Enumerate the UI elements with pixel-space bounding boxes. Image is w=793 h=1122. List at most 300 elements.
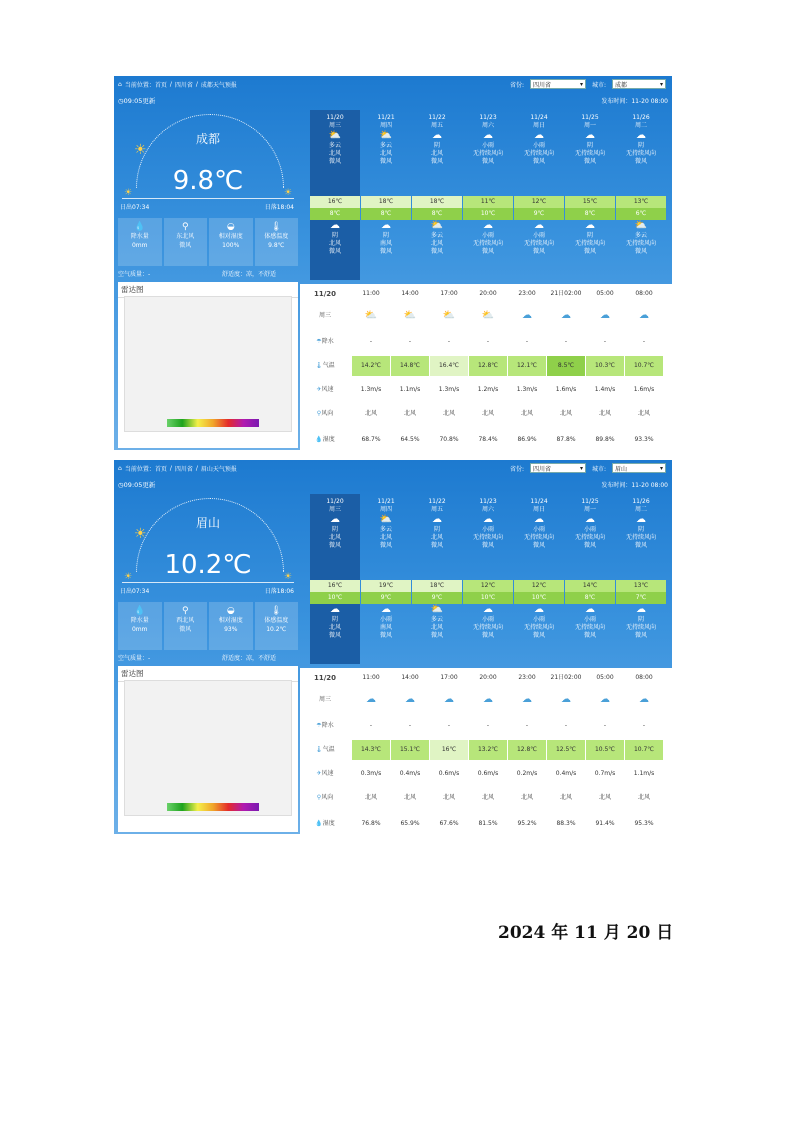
update-time: [118, 96, 155, 105]
rain-icon: ☂: [316, 722, 322, 729]
hourly-cell: -: [642, 722, 646, 729]
hourly-time-row: [300, 284, 672, 304]
night-wind: 无持续风向: [523, 624, 554, 631]
night-weather: 小雨: [481, 232, 494, 239]
hourly-row-label: [300, 430, 350, 450]
forecast-day[interactable]: [463, 494, 513, 664]
province-select[interactable]: [530, 79, 586, 89]
update-time-text: 09:05更新: [123, 481, 156, 489]
hourly-cell: -: [486, 338, 490, 345]
weather-icon: ☁: [636, 130, 646, 141]
location-selectors: [510, 463, 666, 473]
hourly-cell: 16.4℃: [430, 356, 468, 376]
hourly-cell: 17:00: [440, 674, 458, 681]
stat-label: 降水量: [130, 233, 149, 240]
hourly-cell: -: [486, 722, 490, 729]
hourly-label-text: 湿度: [322, 436, 335, 443]
night-wind: 南风: [379, 240, 392, 247]
partly-cloudy-icon: [391, 306, 429, 327]
hourly-cell: 15.1℃: [391, 740, 429, 760]
stat-value: 微风: [179, 242, 192, 249]
forecast-wind: 无持续风向: [625, 534, 656, 541]
weather-icon: ☁: [330, 604, 340, 615]
chevron-down-icon: ▾: [579, 80, 583, 88]
comfort-index: 舒适度：凉，不舒适: [222, 271, 277, 278]
rain-icon: ☂: [316, 338, 322, 345]
hourly-cell: 10.7℃: [625, 356, 663, 376]
forecast-wind: 北风: [430, 150, 443, 157]
night-wind-level: 微风: [430, 248, 443, 255]
hourly-cell: 21日02:00: [550, 290, 582, 297]
hourly-cell: -: [525, 722, 529, 729]
weather-icon: ⛅: [430, 604, 444, 615]
hourly-cell: 北风: [637, 794, 650, 801]
hourly-cell: 87.8%: [556, 436, 576, 443]
breadcrumb-province[interactable]: 四川省: [174, 82, 193, 89]
hourly-cell: 1.1m/s: [633, 770, 655, 777]
publish-time: 发布时间：11-20 08:00: [601, 98, 668, 105]
forecast-high: 18℃: [412, 196, 462, 208]
hourly-dir-row: [300, 788, 672, 808]
stat-label: 相对湿度: [218, 233, 243, 240]
daily-forecast: [310, 494, 666, 664]
hourly-cell: 北风: [637, 410, 650, 417]
thermometer-icon: 🌡: [315, 362, 323, 369]
humidity-icon: 💧: [315, 820, 323, 827]
forecast-weather: 小雨: [532, 526, 545, 533]
night-wind-level: 微风: [430, 632, 443, 639]
hourly-cell: 76.8%: [361, 820, 381, 827]
radar-panel: [118, 666, 298, 832]
night-forecast: [514, 220, 564, 256]
night-wind-level: 微风: [379, 248, 392, 255]
hourly-rain-row: [300, 332, 672, 352]
hourly-cell: 北风: [598, 794, 611, 801]
hourly-label-text: 风向: [321, 794, 334, 801]
forecast-low: 8℃: [565, 208, 615, 220]
weather-glyph: ☁: [522, 310, 532, 321]
night-wind: 北风: [328, 624, 341, 631]
weather-icon: ☁: [483, 220, 493, 231]
forecast-low: 10℃: [514, 592, 564, 604]
forecast-wind-level: 微风: [583, 542, 596, 549]
hourly-label-text: 湿度: [322, 820, 335, 827]
breadcrumb-separator: /: [195, 465, 198, 472]
hourly-row-label: 周三: [318, 696, 331, 703]
hourly-cell: 81.5%: [478, 820, 498, 827]
hourly-cell: 16℃: [430, 740, 468, 760]
night-forecast: [463, 604, 513, 640]
hourly-cell: 1.6m/s: [633, 386, 655, 393]
weather-glyph: ☁: [639, 694, 649, 705]
forecast-weekday: 周五: [430, 506, 443, 513]
hourly-speed-row: [300, 764, 672, 784]
hourly-cell: -: [564, 338, 568, 345]
breadcrumb: [118, 464, 237, 473]
forecast-high: 19℃: [361, 580, 411, 592]
document-date: 2024 年 11 月 20 日: [498, 923, 674, 943]
night-wind-level: 微风: [328, 632, 341, 639]
hourly-cell: 10.7℃: [625, 740, 663, 760]
breadcrumb-home[interactable]: 当前位置：首页: [124, 466, 167, 473]
night-weather: 阴: [331, 616, 338, 623]
forecast-weekday: 周一: [583, 122, 596, 129]
breadcrumb-province[interactable]: 四川省: [174, 466, 193, 473]
night-wind: 北风: [430, 624, 443, 631]
forecast-weather: 小雨: [481, 142, 494, 149]
hourly-cell: 20:00: [479, 674, 497, 681]
hourly-cell: 0.4m/s: [399, 770, 421, 777]
thermometer-icon: 🌡: [270, 222, 282, 232]
current-stats: [118, 218, 298, 266]
forecast-weekday: 周三: [328, 506, 341, 513]
forecast-date: 11/22: [428, 498, 446, 505]
hourly-cell: 1.3m/s: [516, 386, 538, 393]
forecast-low: 9℃: [412, 592, 462, 604]
weather-icon: ☁: [330, 220, 340, 231]
hourly-temp-row: [300, 740, 672, 760]
weather-panel-chengdu: [114, 76, 672, 450]
night-weather: 阴: [586, 232, 593, 239]
weather-glyph: ☁: [639, 310, 649, 321]
forecast-weekday: 周六: [481, 506, 494, 513]
stat-label: 体感温度: [264, 617, 289, 624]
hourly-cell: 95.3%: [634, 820, 654, 827]
night-forecast: [565, 220, 615, 256]
hourly-cell: -: [408, 338, 412, 345]
forecast-weather: 小雨: [532, 142, 545, 149]
partly-cloudy-icon: [430, 306, 468, 327]
night-forecast: [514, 604, 564, 640]
cloud-icon: [547, 306, 585, 327]
city-label: 城市:: [591, 81, 606, 89]
forecast-day[interactable]: [361, 494, 411, 664]
sunset-time: 日落18:06: [264, 588, 294, 595]
forecast-high: 18℃: [412, 580, 462, 592]
forecast-high: 13℃: [616, 196, 666, 208]
weather-icon: ☁: [483, 514, 493, 525]
day-top: [361, 110, 411, 166]
hourly-label-text: 气温: [322, 746, 335, 753]
weather-icon: ☁: [636, 604, 646, 615]
rain-icon: 💧: [134, 606, 146, 616]
hourly-cell: 08:00: [635, 674, 653, 681]
stat-3: [255, 602, 299, 650]
forecast-wind-level: 微风: [583, 158, 596, 165]
weather-panel-meishan: [114, 460, 672, 834]
stat-1: [164, 218, 208, 266]
forecast-date: 11/24: [530, 498, 548, 505]
breadcrumb-current: 眉山天气预报: [200, 466, 237, 473]
forecast-date: 11/21: [377, 498, 395, 505]
weather-icon: ☁: [432, 514, 442, 525]
hourly-rain-row: [300, 716, 672, 736]
forecast-day[interactable]: [565, 494, 615, 664]
update-time: [118, 480, 155, 489]
night-wind-level: 微风: [634, 248, 647, 255]
hourly-cell: 12.5℃: [547, 740, 585, 760]
hourly-cell: 北风: [364, 410, 377, 417]
hourly-cell: 北风: [559, 794, 572, 801]
forecast-day[interactable]: [565, 110, 615, 280]
city-select[interactable]: [612, 79, 666, 89]
night-weather: 阴: [637, 616, 644, 623]
forecast-low: 9℃: [361, 592, 411, 604]
hourly-cell: 17:00: [440, 290, 458, 297]
forecast-day[interactable]: [514, 110, 564, 280]
province-select-value: 四川省: [532, 465, 551, 473]
hourly-cell: 05:00: [596, 290, 614, 297]
sunrise-time: 日出07:34: [120, 204, 150, 211]
comfort-index: 舒适度：凉，不舒适: [222, 655, 277, 662]
night-forecast: [310, 220, 360, 256]
forecast-weekday: 周日: [532, 506, 545, 513]
radar-title: 雷达图: [118, 666, 298, 682]
hourly-cell: -: [564, 722, 568, 729]
stat-value: 9.8℃: [268, 242, 285, 249]
hourly-cell: 21日02:00: [550, 674, 582, 681]
chevron-down-icon: ▾: [579, 464, 583, 472]
hourly-cell: 北风: [520, 410, 533, 417]
night-forecast: [565, 604, 615, 640]
forecast-weekday: 周二: [634, 506, 647, 513]
hourly-cell: 1.2m/s: [477, 386, 499, 393]
wind-speed-icon: ✈: [316, 770, 322, 777]
hourly-cell: 78.4%: [478, 436, 498, 443]
hourly-cell: 67.6%: [439, 820, 459, 827]
publish-time: 发布时间：11-20 08:00: [601, 482, 668, 489]
night-wind: 无持续风向: [472, 624, 503, 631]
forecast-date: 11/26: [632, 498, 650, 505]
breadcrumb-separator: /: [169, 81, 172, 88]
hourly-cell: -: [525, 338, 529, 345]
night-wind: 无持续风向: [625, 240, 656, 247]
weather-glyph: ⛅: [364, 310, 378, 321]
cloud-icon: [625, 690, 663, 711]
forecast-wind-level: 微风: [328, 158, 341, 165]
forecast-day[interactable]: [412, 494, 462, 664]
forecast-day[interactable]: [463, 110, 513, 280]
forecast-day[interactable]: [616, 494, 666, 664]
night-forecast: [412, 220, 462, 256]
wind-direction-icon: ⚲: [316, 410, 322, 417]
city-select[interactable]: [612, 463, 666, 473]
forecast-day[interactable]: [514, 494, 564, 664]
night-wind: 无持续风向: [472, 240, 503, 247]
night-wind-level: 微风: [532, 248, 545, 255]
forecast-date: 11/22: [428, 114, 446, 121]
hourly-cell: 14:00: [401, 290, 419, 297]
breadcrumb-home[interactable]: 当前位置：首页: [124, 82, 167, 89]
forecast-weekday: 周四: [379, 122, 392, 129]
stat-1: [164, 602, 208, 650]
weather-icon: ☁: [381, 220, 391, 231]
forecast-low: 7℃: [616, 592, 666, 604]
sunrise-icon: ☀: [124, 572, 133, 582]
forecast-weather: 阴: [331, 526, 338, 533]
stat-3: [255, 218, 299, 266]
hourly-row-label: [300, 332, 350, 352]
forecast-day[interactable]: [310, 110, 360, 280]
sun-icon: ☀: [134, 526, 147, 542]
wind-direction-icon: ⚲: [316, 794, 322, 801]
humidity-icon: ◒: [226, 222, 235, 232]
weather-icon: ☁: [534, 130, 544, 141]
night-weather: 多云: [634, 232, 647, 239]
hourly-cell: 北风: [442, 794, 455, 801]
forecast-weather: 多云: [379, 142, 392, 149]
hourly-icon-row: [300, 306, 672, 326]
night-forecast: [310, 604, 360, 640]
night-wind: 北风: [430, 240, 443, 247]
day-top: [514, 110, 564, 166]
hourly-cell: 13.2℃: [469, 740, 507, 760]
hourly-cell: 91.4%: [595, 820, 615, 827]
weather-icon: ☁: [483, 604, 493, 615]
forecast-date: 11/23: [479, 498, 497, 505]
cloud-icon: [547, 690, 585, 711]
day-top: [412, 494, 462, 550]
hourly-icon-row: [300, 690, 672, 710]
hourly-speed-row: [300, 380, 672, 400]
hourly-label-text: 风向: [321, 410, 334, 417]
hourly-cell: 11:00: [362, 290, 380, 297]
weather-glyph: ☁: [561, 694, 571, 705]
forecast-day[interactable]: [412, 110, 462, 280]
hourly-cell: 14.3℃: [352, 740, 390, 760]
hourly-cell: 北风: [481, 794, 494, 801]
hourly-cell: 93.3%: [634, 436, 654, 443]
weather-icon: ⛅: [379, 514, 393, 525]
forecast-wind-level: 微风: [634, 158, 647, 165]
weather-icon: ☁: [483, 130, 493, 141]
forecast-day[interactable]: [616, 110, 666, 280]
stat-value: 0mm: [131, 242, 148, 249]
forecast-wind: 无持续风向: [523, 534, 554, 541]
weather-icon: ☁: [381, 604, 391, 615]
night-wind: 无持续风向: [523, 240, 554, 247]
cloud-icon: [508, 690, 546, 711]
day-top: [565, 110, 615, 166]
weather-icon: ☁: [585, 130, 595, 141]
hourly-cell: -: [408, 722, 412, 729]
stat-label: 降水量: [130, 617, 149, 624]
hourly-cell: 12.8℃: [508, 740, 546, 760]
hourly-cell: 0.3m/s: [360, 770, 382, 777]
forecast-high: 12℃: [514, 196, 564, 208]
radar-map[interactable]: [124, 680, 292, 816]
hourly-cell: 北风: [598, 410, 611, 417]
night-weather: 小雨: [379, 616, 392, 623]
forecast-weather: 阴: [637, 526, 644, 533]
hourly-cell: 23:00: [518, 674, 536, 681]
hourly-cell: 08:00: [635, 290, 653, 297]
radar-map[interactable]: [124, 296, 292, 432]
hourly-label-text: 降水: [321, 722, 334, 729]
hourly-cell: -: [603, 722, 607, 729]
wind-icon: ⚲: [181, 606, 189, 616]
forecast-high: 15℃: [565, 196, 615, 208]
sunset-time: 日落18:04: [264, 204, 294, 211]
stat-label: 东北风: [176, 233, 195, 240]
forecast-low: 8℃: [565, 592, 615, 604]
forecast-wind: 北风: [379, 150, 392, 157]
hourly-row-label: 11/20: [313, 290, 337, 298]
forecast-weather: 阴: [433, 142, 440, 149]
forecast-weekday: 周四: [379, 506, 392, 513]
night-weather: 小雨: [532, 232, 545, 239]
cloud-icon: [430, 690, 468, 711]
hourly-cell: -: [603, 338, 607, 345]
hourly-row-label: [300, 740, 350, 760]
forecast-day[interactable]: [361, 110, 411, 280]
chevron-down-icon: ▾: [659, 464, 663, 472]
forecast-weekday: 周日: [532, 122, 545, 129]
hourly-cell: 1.1m/s: [399, 386, 421, 393]
forecast-wind: 无持续风向: [625, 150, 656, 157]
day-top: [310, 110, 360, 166]
night-forecast: [616, 220, 666, 256]
forecast-high: 13℃: [616, 580, 666, 592]
weather-glyph: ☁: [405, 694, 415, 705]
forecast-wind: 北风: [328, 534, 341, 541]
night-forecast: [361, 220, 411, 256]
day-top: [361, 494, 411, 550]
horizon-line: [122, 582, 294, 583]
cloud-icon: [352, 690, 390, 711]
hourly-cell: 14:00: [401, 674, 419, 681]
weather-icon: ⛅: [328, 130, 342, 141]
day-top: [514, 494, 564, 550]
forecast-day[interactable]: [310, 494, 360, 664]
night-forecast: [361, 604, 411, 640]
night-forecast: [412, 604, 462, 640]
stat-label: 相对湿度: [218, 617, 243, 624]
hourly-cell: 86.9%: [517, 436, 537, 443]
hourly-cell: 12.8℃: [469, 356, 507, 376]
location-selectors: [510, 79, 666, 89]
daily-forecast: [310, 110, 666, 280]
hourly-row-label: [300, 380, 350, 400]
hourly-cell: -: [447, 338, 451, 345]
hourly-cell: -: [642, 338, 646, 345]
forecast-low: 10℃: [463, 592, 513, 604]
weather-icon: ⛅: [379, 130, 393, 141]
hourly-cell: 70.8%: [439, 436, 459, 443]
home-icon: ⌂: [118, 465, 122, 472]
radar-legend: [167, 419, 259, 427]
forecast-wind-level: 微风: [430, 542, 443, 549]
stat-label: 体感温度: [264, 233, 289, 240]
hourly-cell: 65.9%: [400, 820, 420, 827]
forecast-date: 11/21: [377, 114, 395, 121]
weather-glyph: ⛅: [442, 310, 456, 321]
hourly-cell: 1.6m/s: [555, 386, 577, 393]
weather-icon: ☁: [534, 514, 544, 525]
city-select-value: 成都: [615, 81, 628, 89]
hourly-row-label: [300, 788, 350, 808]
weather-icon: ☁: [534, 220, 544, 231]
sunrise-icon: ☀: [124, 188, 133, 198]
province-select[interactable]: [530, 463, 586, 473]
hourly-cell: 0.6m/s: [477, 770, 499, 777]
night-wind: 无持续风向: [574, 240, 605, 247]
forecast-weather: 阴: [586, 142, 593, 149]
forecast-low: 8℃: [361, 208, 411, 220]
hourly-cell: 95.2%: [517, 820, 537, 827]
forecast-low: 9℃: [514, 208, 564, 220]
weather-glyph: ⛅: [481, 310, 495, 321]
